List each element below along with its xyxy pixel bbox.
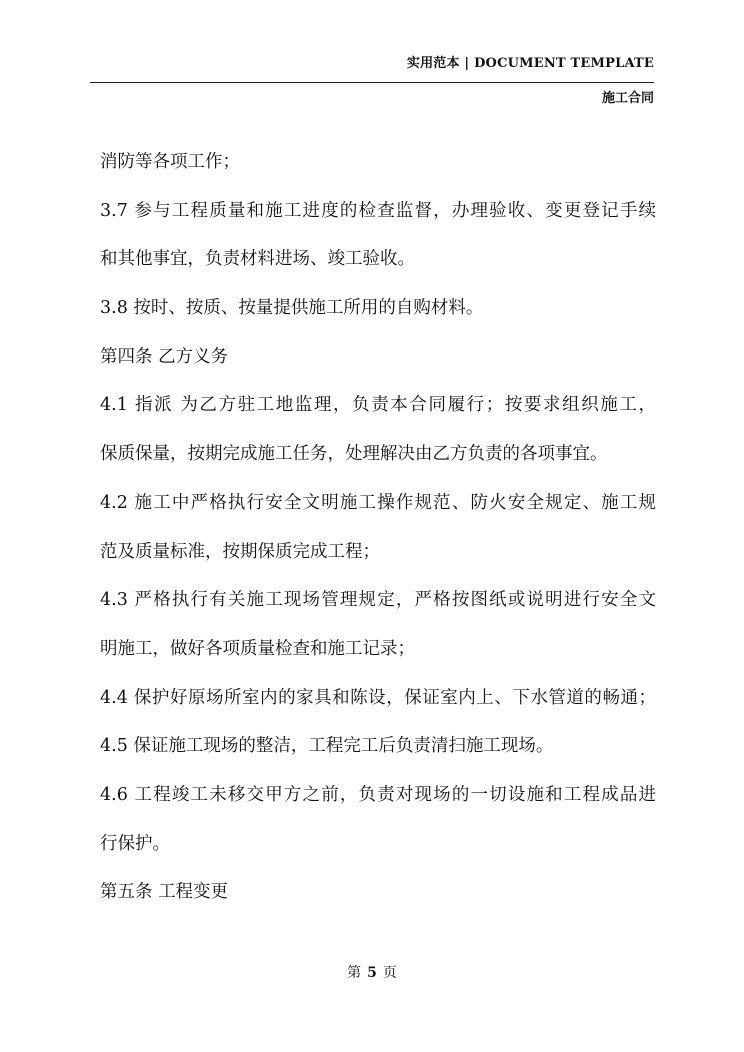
text-line-9: 范及质量标准，按期保质完成工程； bbox=[100, 541, 380, 562]
page-number: 5 bbox=[367, 965, 377, 981]
page-footer bbox=[0, 962, 744, 982]
header-title: 实用范本 | DOCUMENT TEMPLATE bbox=[406, 56, 654, 71]
page-label-suffix: 页 bbox=[382, 965, 397, 981]
text-line-6: 4.1 指派 为乙方驻工地监理，负责本合同履行；按要求组织施工， bbox=[100, 395, 656, 416]
text-line-2: 3.7 参与工程质量和施工进度的检查监督，办理验收、变更登记手续 bbox=[100, 200, 656, 221]
text-line-3: 和其他事宜，负责材料进场、竣工验收。 bbox=[100, 249, 415, 270]
text-line-13: 4.5 保证施工现场的整洁，工程完工后负责清扫施工现场。 bbox=[100, 736, 554, 757]
page-label-prefix: 第 bbox=[347, 965, 362, 981]
text-line-8: 4.2 施工中严格执行安全文明施工操作规范、防火安全规定、施工规 bbox=[100, 492, 656, 513]
text-line-14: 4.6 工程竣工未移交甲方之前，负责对现场的一切设施和工程成品进 bbox=[100, 784, 656, 805]
text-line-7: 保质保量，按期完成施工任务，处理解决由乙方负责的各项事宜。 bbox=[100, 444, 608, 465]
header-divider bbox=[90, 82, 654, 83]
text-line-1: 消防等各项工作； bbox=[100, 152, 240, 172]
document-body bbox=[100, 138, 656, 917]
text-line-12: 4.4 保护好原场所室内的家具和陈设，保证室内上、下水管道的畅通； bbox=[100, 687, 656, 708]
text-line-10: 4.3 严格执行有关施工现场管理规定，严格按图纸或说明进行安全文 bbox=[100, 590, 656, 611]
text-line-11: 明施工，做好各项质量检查和施工记录； bbox=[100, 638, 415, 659]
section-heading-5: 第五条 工程变更 bbox=[100, 882, 229, 903]
header-subtitle: 施工合同 bbox=[601, 91, 654, 106]
text-line-15: 行保护。 bbox=[100, 833, 170, 854]
section-heading-4: 第四条 乙方义务 bbox=[100, 346, 229, 367]
text-line-4: 3.8 按时、按质、按量提供施工所用的自购材料。 bbox=[100, 298, 484, 319]
